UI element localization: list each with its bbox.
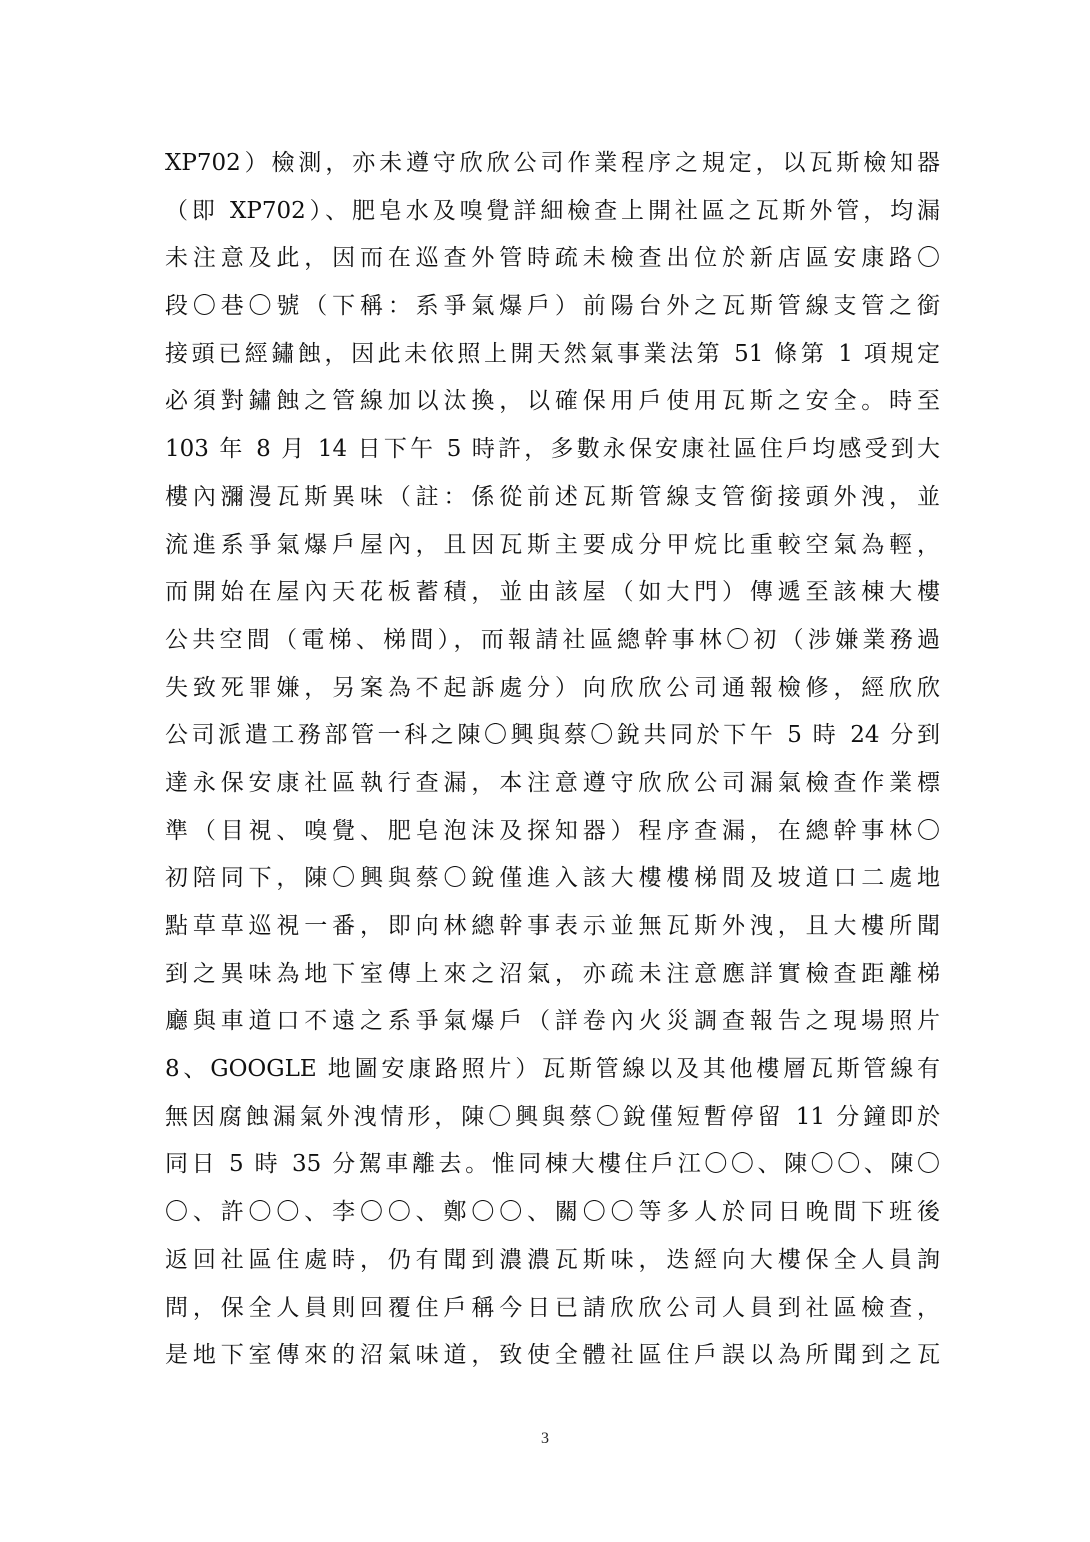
- text-line: 〇、許〇〇、李〇〇、鄭〇〇、關〇〇等多人於同日晚間下班後: [165, 1199, 940, 1226]
- text-line: 公司派遣工務部管一科之陳〇興與蔡〇銳共同於下午 5 時 24 分到: [165, 722, 940, 749]
- text-line: 到之異味為地下室傳上來之沼氣，亦疏未注意應詳實檢查距離梯: [165, 960, 940, 987]
- text-line: 未注意及此，因而在巡查外管時疏未檢查出位於新店區安康路〇: [165, 245, 940, 272]
- text-line: 點草草巡視一番，即向林總幹事表示並無瓦斯外洩，且大樓所聞: [165, 913, 940, 939]
- text-line: 流進系爭氣爆戶屋內，且因瓦斯主要成分甲烷比重較空氣為輕，: [165, 531, 940, 558]
- text-line: 段〇巷〇號（下稱：系爭氣爆戶）前陽台外之瓦斯管線支管之銜: [165, 293, 940, 320]
- text-line: 初陪同下，陳〇興與蔡〇銳僅進入該大樓樓梯間及坡道口二處地: [165, 865, 940, 892]
- text-line: 失致死罪嫌，另案為不起訴處分）向欣欣公司通報檢修，經欣欣: [165, 674, 940, 701]
- text-line: 103 年 8 月 14 日下午 5 時許，多數永保安康社區住戶均感受到大: [165, 436, 940, 463]
- page-number: 3: [541, 1430, 549, 1447]
- text-line: 接頭已經鏽蝕，因此未依照上開天然氣事業法第 51 條第 1 項規定: [165, 340, 940, 367]
- text-line: 8、GOOGLE 地圖安康路照片）瓦斯管線以及其他樓層瓦斯管線有: [165, 1056, 940, 1083]
- text-line: 返回社區住處時，仍有聞到濃濃瓦斯味，迭經向大樓保全人員詢: [165, 1246, 940, 1273]
- text-line: XP702）檢測，亦未遵守欣欣公司作業程序之規定，以瓦斯檢知器: [165, 150, 940, 176]
- text-line: 達永保安康社區執行查漏，本注意遵守欣欣公司漏氣檢查作業標: [165, 769, 940, 796]
- text-line: 同日 5 時 35 分駕車離去。惟同棟大樓住戶江〇〇、陳〇〇、陳〇: [165, 1151, 940, 1178]
- body-text: [165, 140, 940, 1380]
- text-line: 無因腐蝕漏氣外洩情形，陳〇興與蔡〇銳僅短暫停留 11 分鐘即於: [165, 1103, 940, 1130]
- text-line: 必須對鏽蝕之管線加以汰換，以確保用戶使用瓦斯之安全。時至: [165, 388, 940, 415]
- text-line: 準（目視、嗅覺、肥皂泡沫及探知器）程序查漏，在總幹事林〇: [165, 817, 940, 844]
- text-line: 而開始在屋內天花板蓄積，並由該屋（如大門）傳遞至該棟大樓: [165, 579, 940, 606]
- text-line: （即 XP702）、肥皂水及嗅覺詳細檢查上開社區之瓦斯外管，均漏: [165, 197, 940, 224]
- text-line: 廳與車道口不遠之系爭氣爆戶（詳卷內火災調查報告之現場照片: [165, 1008, 940, 1035]
- text-line: 公共空間（電梯、梯間），而報請社區總幹事林〇初（涉嫌業務過: [165, 626, 940, 653]
- text-line: 樓內瀰漫瓦斯異味（註：係從前述瓦斯管線支管銜接頭外洩，並: [165, 483, 940, 510]
- text-line: 問，保全人員則回覆住戶稱今日已請欣欣公司人員到社區檢查，: [165, 1294, 940, 1321]
- text-line: 是地下室傳來的沼氣味道，致使全體社區住戶誤以為所聞到之瓦: [165, 1342, 940, 1369]
